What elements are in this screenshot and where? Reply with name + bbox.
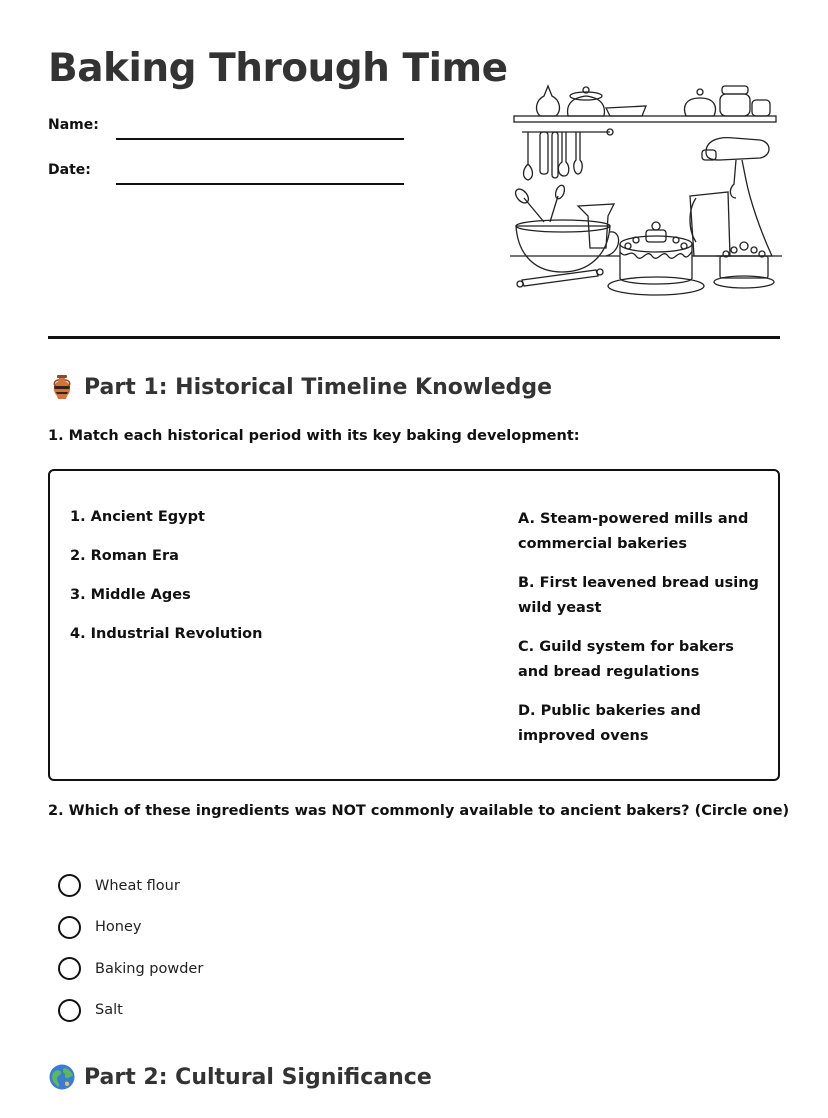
period-item: 3. Middle Ages bbox=[70, 587, 191, 603]
name-field-line[interactable] bbox=[116, 138, 404, 140]
period-item: 4. Industrial Revolution bbox=[70, 626, 263, 642]
question-1: 1. Match each historical period with its key baking development: bbox=[48, 428, 580, 444]
answer-option[interactable] bbox=[58, 865, 203, 907]
part1-heading bbox=[48, 373, 552, 401]
part2-heading-text: Part 2: Cultural Significance bbox=[84, 1064, 432, 1090]
answer-option[interactable] bbox=[58, 907, 203, 949]
answer-option-label: Salt bbox=[95, 1002, 123, 1019]
globe-emoji-icon bbox=[48, 1063, 76, 1091]
radio-circle-icon[interactable] bbox=[58, 957, 81, 980]
section-divider bbox=[48, 336, 780, 339]
part1-heading-text: Part 1: Historical Timeline Knowledge bbox=[84, 374, 553, 400]
development-item: C. Guild system for bakers and bread regulations bbox=[518, 639, 734, 680]
part2-heading bbox=[48, 1063, 432, 1091]
radio-circle-icon[interactable] bbox=[58, 874, 81, 897]
development-item: A. Steam-powered mills and commercial bakeries bbox=[518, 511, 749, 552]
date-field-line[interactable] bbox=[116, 183, 404, 185]
matching-box bbox=[48, 469, 780, 781]
page-title: Baking Through Time bbox=[48, 46, 508, 91]
kitchen-baking-illustration bbox=[510, 80, 782, 298]
answer-option-label: Wheat flour bbox=[95, 877, 180, 894]
name-label: Name: bbox=[48, 117, 99, 133]
question-2: 2. Which of these ingredients was NOT commonly available to ancient bakers? (Circle one) bbox=[48, 803, 790, 819]
period-item: 2. Roman Era bbox=[70, 548, 179, 564]
answer-options bbox=[58, 865, 203, 1031]
development-item: D. Public bakeries and improved ovens bbox=[518, 703, 701, 744]
radio-circle-icon[interactable] bbox=[58, 999, 81, 1022]
radio-circle-icon[interactable] bbox=[58, 916, 81, 939]
answer-option[interactable] bbox=[58, 990, 203, 1032]
answer-option-label: Baking powder bbox=[95, 960, 204, 977]
answer-option[interactable] bbox=[58, 948, 203, 990]
period-list bbox=[70, 507, 262, 663]
answer-option-label: Honey bbox=[95, 919, 142, 936]
amphora-emoji-icon bbox=[48, 373, 76, 401]
date-label: Date: bbox=[48, 162, 91, 178]
period-item: 1. Ancient Egypt bbox=[70, 509, 205, 525]
development-item: B. First leavened bread using wild yeast bbox=[518, 575, 759, 616]
development-list bbox=[518, 507, 768, 763]
